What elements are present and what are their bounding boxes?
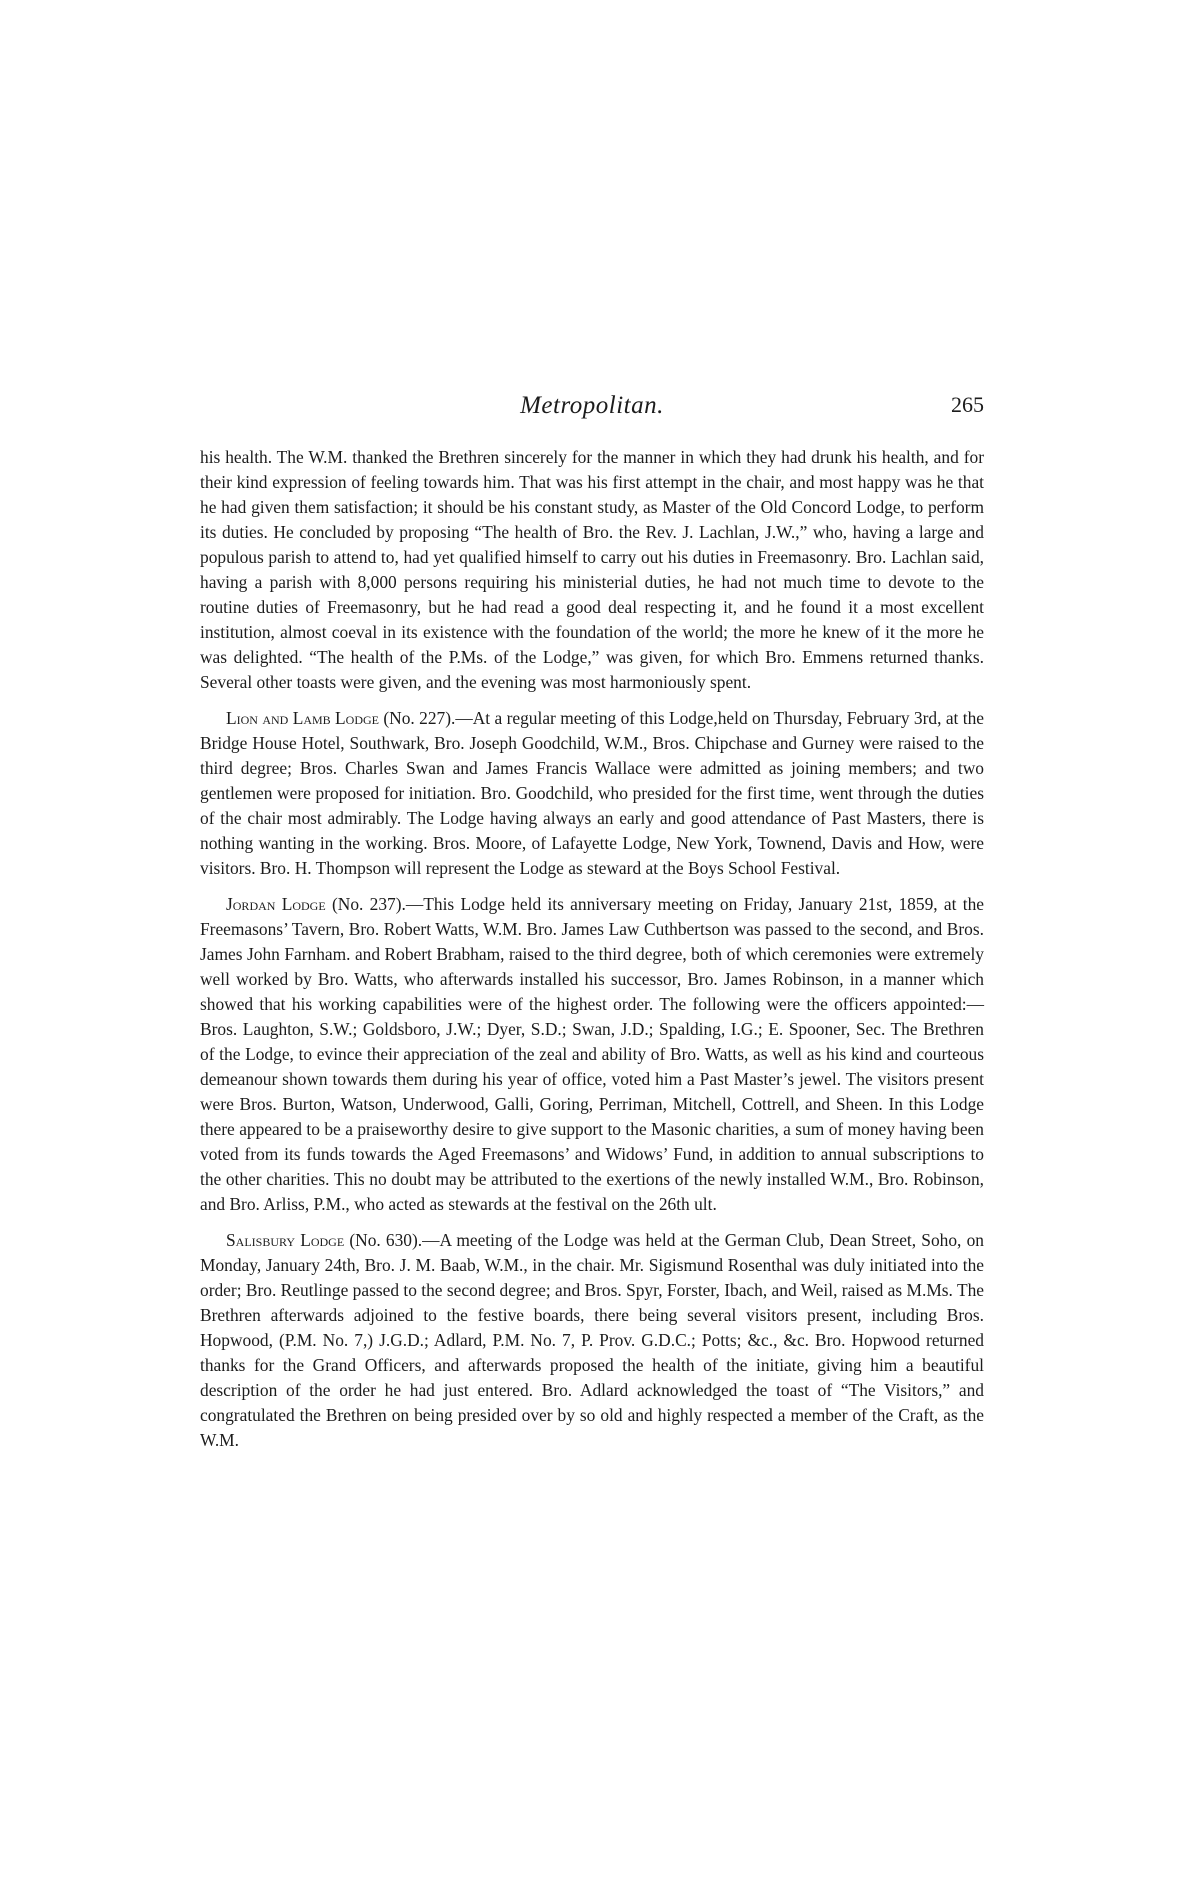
- lodge-name: Salisbury Lodge: [226, 1230, 345, 1250]
- paragraph-text: his health. The W.M. thanked the Brethren sincerely for the manner in which they had drunk his health, and for their kind expression of feeling towards him. That was his first attempt in the chair, and most happy was he that he had given them satisfaction; it should be his constant study, as Master of the Old Concord Lodge, to perform its duties. He concluded by proposing “The health of Bro. the Rev. J. Lachlan, J.W.,” who, having a large and populous parish to attend to, had yet qualified himself to carry out his duties in Freemasonry. Bro. Lachlan said, having a parish with 8,000 persons requiring his ministerial duties, he had not much time to devote to the routine duties of Freemasonry, but he had read a good deal respecting it, and he found it a most excellent institution, almost coeval in its existence with the foundation of the world; the more he knew of it the more he was delighted. “The health of the P.Ms. of the Lodge,” was given, for which Bro. Emmens returned thanks. Several other toasts were given, and the evening was most harmoniously spent.: [200, 447, 984, 692]
- paragraph-text: (No. 237).—This Lodge held its anniversary meeting on Friday, January 21st, 1859, at the Freemasons’ Tavern, Bro. Robert Watts, W.M. Bro. James Law Cuthbertson was passed to the second, and Bros. James John Farnham. and Robert Brabham, raised to the third degree, both of which ceremonies were extremely well worked by Bro. Watts, who afterwards installed his successor, Bro. James Robinson, in a manner which showed that his working capabilities were of the highest order. The following were the officers appointed:—Bros. Laughton, S.W.; Goldsboro, J.W.; Dyer, S.D.; Swan, J.D.; Spalding, I.G.; E. Spooner, Sec. The Brethren of the Lodge, to evince their appreciation of the zeal and ability of Bro. Watts, as well as his kind and courteous demeanour shown towards them during his year of office, voted him a Past Master’s jewel. The visitors present were Bros. Burton, Watson, Underwood, Galli, Goring, Perriman, Mitchell, Cottrell, and Sheen. In this Lodge there appeared to be a praiseworthy desire to give support to the Masonic charities, a sum of money having been voted from its funds towards the Aged Freemasons’ and Widows’ Fund, in addition to annual subscriptions to the other charities. This no doubt may be attributed to the exertions of the newly installed W.M., Bro. Robinson, and Bro. Arliss, P.M., who acted as stewards at the festival on the 26th ult.: [200, 894, 984, 1214]
- body-text: [200, 445, 984, 1453]
- running-head: [200, 392, 984, 432]
- paragraph-jordan-lodge: [200, 892, 984, 1217]
- page-number: 265: [951, 392, 984, 417]
- paragraph-continuation: [200, 445, 984, 695]
- paragraph-text: (No. 227).—At a regular meeting of this Lodge,held on Thursday, February 3rd, at the Bridge House Hotel, Southwark, Bro. Joseph Goodchild, W.M., Bros. Chipchase and Gurney were raised to the third degree; Bros. Charles Swan and James Francis Wallace were admitted as joining members; and two gentlemen were proposed for initiation. Bro. Goodchild, who presided for the first time, went through the duties of the chair most admirably. The Lodge having always an early and good attendance of Past Masters, there is nothing wanting in the working. Bros. Moore, of Lafayette Lodge, New York, Townend, Davis and How, were visitors. Bro. H. Thompson will represent the Lodge as steward at the Boys School Festival.: [200, 708, 984, 878]
- paragraph-text: (No. 630).—A meeting of the Lodge was held at the German Club, Dean Street, Soho, on Monday, January 24th, Bro. J. M. Baab, W.M., in the chair. Mr. Sigismund Rosenthal was duly initiated into the order; Bro. Reutlinge passed to the second degree; and Bros. Spyr, Forster, Ibach, and Weil, raised as M.Ms. The Brethren afterwards adjoined to the festive boards, there being several visitors present, including Bros. Hopwood, (P.M. No. 7,) J.G.D.; Adlard, P.M. No. 7, P. Prov. G.D.C.; Potts; &c., &c. Bro. Hopwood returned thanks for the Grand Officers, and afterwards proposed the health of the initiate, giving him a beautiful description of the order he had just entered. Bro. Adlard acknowledged the toast of “The Visitors,” and congratulated the Brethren on being presided over by so old and highly respected a member of the Craft, as the W.M.: [200, 1230, 984, 1450]
- lodge-name: Lion and Lamb Lodge: [226, 708, 379, 728]
- paragraph-lion-and-lamb-lodge: [200, 706, 984, 881]
- lodge-name: Jordan Lodge: [226, 894, 326, 914]
- running-title: Metropolitan.: [520, 392, 664, 419]
- paragraph-salisbury-lodge: [200, 1228, 984, 1453]
